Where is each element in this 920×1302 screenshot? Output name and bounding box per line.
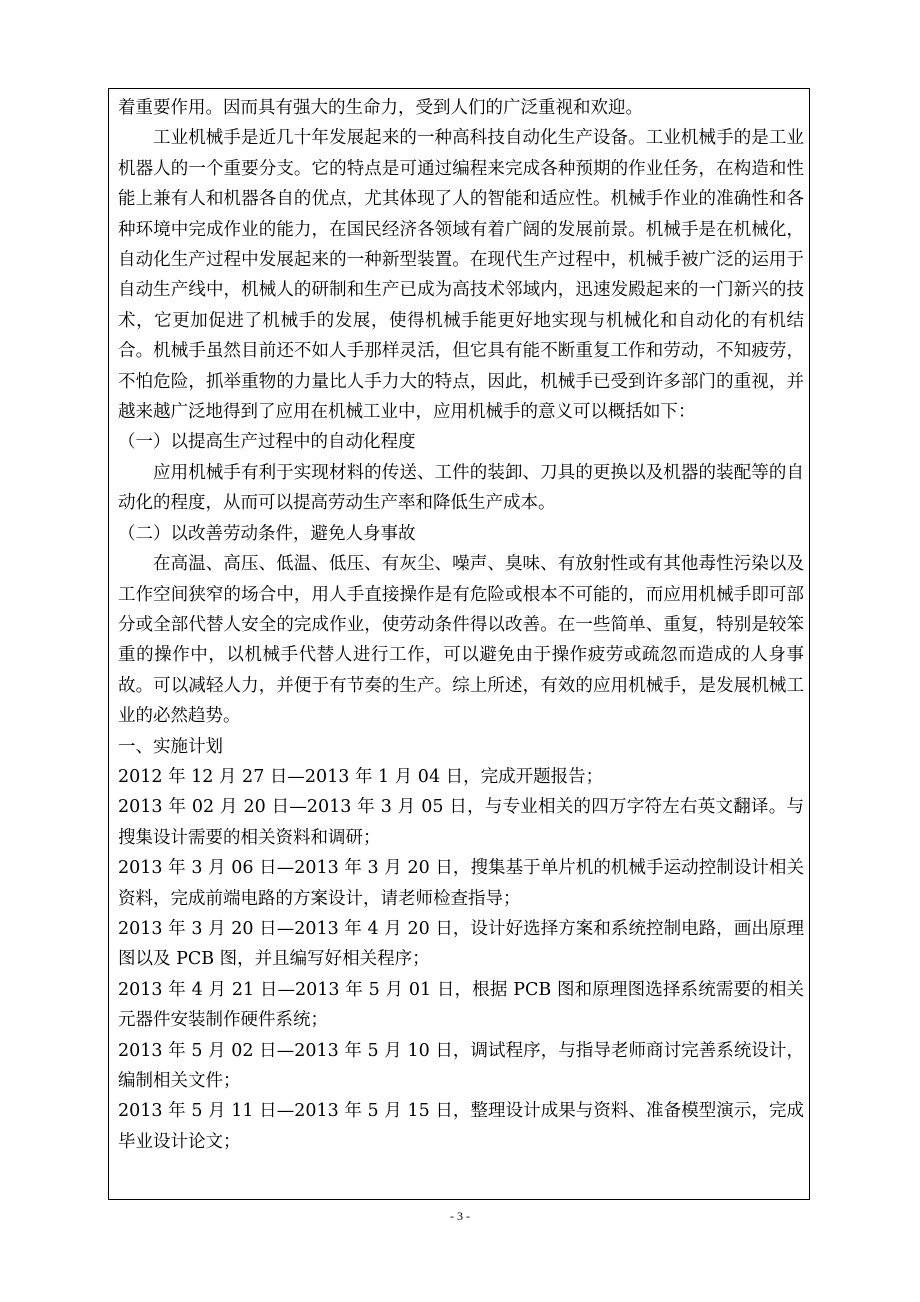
paragraph-robot-arm-intro: 工业机械手是近几十年发展起来的一种高科技自动化生产设备。工业机械手的是工业机器人的一个重要分支。它的特点是可通过编程来完成各种预期的作业任务，在构造和性能上兼有人和机器各自的优点，尤其体现了人的智能和适应性。机械手作业的准确性和各种环境中完成作业的能力，在国民经济各领域有着广阔的发展前景。机械手是在机械化，自动化生产过程中发展起来的一种新型装置。在现代生产过程中，机械手被广泛的运用于自动生产线中，机械人的研制和生产已成为高技术邻域内，迅速发殿起来的一门新兴的技术，它更加促进了机械手的发展，使得机械手能更好地实现与机械化和自动化的有机结合。机械手虽然目前还不如人手那样灵活，但它具有能不断重复工作和劳动，不知疲劳，不怕危险，抓举重物的力量比人手力大的特点，因此，机械手已受到许多部门的重视，并越来越广泛地得到了应用在机械工业中，应用机械手的意义可以概括如下： (118, 128, 804, 423)
plan-item-3: 2013 年 3 月 06 日—2013 年 3 月 20 日，搜集基于单片机的机械手运动控制设计相关资料，完成前端电路的方案设计，请老师检查指导； (118, 858, 804, 909)
plan-item-1: 2012 年 12 月 27 日—2013 年 1 月 04 日，完成开题报告； (118, 766, 604, 787)
plan-item-7: 2013 年 5 月 11 日—2013 年 5 月 15 日，整理设计成果与资料、准备模型演示，完成毕业设计论文； (118, 1101, 804, 1152)
subheading-automation: （一）以提高生产过程中的自动化程度 (118, 432, 416, 453)
subheading-working-conditions: （二）以改善劳动条件，避免人身事故 (118, 523, 416, 544)
plan-item-5: 2013 年 4 月 21 日—2013 年 5 月 01 日，根据 PCB 图和原理图选择系统需要的相关元器件安装制作硬件系统； (118, 979, 804, 1031)
plan-item-4: 2013 年 3 月 20 日—2013 年 4 月 20 日，设计好选择方案和系统控制电路，画出原理图以及 PCB 图，并且编写好相关程序； (118, 918, 804, 970)
paragraph-continuation: 着重要作用。因而具有强大的生命力，受到人们的广泛重视和欢迎。 (118, 98, 643, 118)
paragraph-working-conditions: 在高温、高压、低温、低压、有灰尘、噪声、臭味、有放射性或有其他毒性污染以及工作空间狭窄的场合中，用人手直接操作是有危险或根本不可能的，而应用机械手即可部分或全部代替人安全的完成作业，使劳动条件得以改善。在一些简单、重复，特别是较笨重的操作中，以机械手代替人进行工作，可以避免由于操作疲劳或疏忽而造成的人身事故。可以减轻人力，并便于有节奏的生产。综上所述，有效的应用机械手，是发展机械工业的必然趋势。 (118, 554, 804, 727)
plan-item-6: 2013 年 5 月 02 日—2013 年 5 月 10 日，调试程序，与指导老师商讨完善系统设计，编制相关文件； (118, 1040, 804, 1091)
paragraph-automation: 应用机械手有利于实现材料的传送、工件的装卸、刀具的更换以及机器的装配等的自动化的程度，从而可以提高劳动生产率和降低生产成本。 (118, 462, 804, 514)
section-heading-plan: 一、实施计划 (118, 736, 223, 757)
document-body (118, 93, 804, 1157)
page-number: - 3 - (450, 1209, 470, 1223)
plan-item-2: 2013 年 02 月 20 日—2013 年 3 月 05 日，与专业相关的四万字符左右英文翻译。与搜集设计需要的相关资料和调研； (118, 797, 804, 848)
